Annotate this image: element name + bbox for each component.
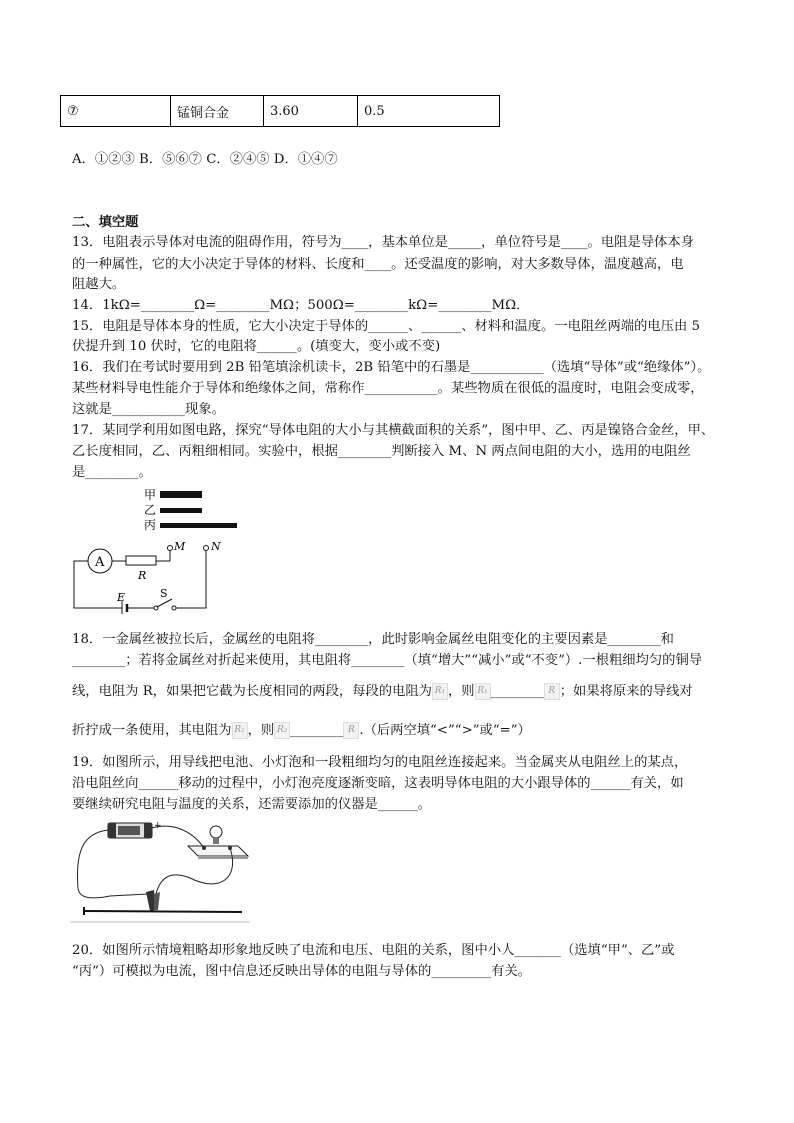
q15-line2: 伏提升到 10 伏时，它的电阻将______。(填变大，变小或不变) <box>72 339 441 354</box>
wire-experiment-figure <box>70 818 250 923</box>
wire-label-yi: 乙 <box>144 503 157 517</box>
q20-line1: 20．如图所示情境粗略却形象地反映了电流和电压、电阻的关系，图中小人_______（选填“甲”、乙”或 <box>72 943 675 958</box>
q16-line3: 这就是___________现象。 <box>72 402 225 417</box>
resistor-icon <box>126 556 156 565</box>
q16-line2: 某些材料导电性能介于导体和绝缘体之间，常称作___________。某些物质在很低的温度时，电阻会变成零， <box>72 381 704 396</box>
q19-line3: 要继续研究电阻与温度的关系，还需要添加的仪器是______。 <box>72 797 432 812</box>
svg-text:+: + <box>154 821 162 831</box>
table-row <box>61 96 500 127</box>
switch-label: S <box>160 587 168 600</box>
q13-line2: 的一种属性，它的大小决定于导体的材料、长度和____。还受温度的影响，对大多数导体，温度越高，电 <box>72 257 684 272</box>
r2-formula-icon: R₂ <box>274 722 290 739</box>
q17-line2: 乙长度相同，乙、丙粗细相同。实验中，根据________判断接入 M、N 两点间电阻的大小，选用的电阻丝 <box>72 444 691 459</box>
battery-holder-icon <box>108 821 162 838</box>
q18-line2: ________；若将金属丝对折起来使用，其电阻将________（填“增大”“减小”或“不变”）.一根粗细均匀的铜导 <box>72 653 703 668</box>
q17-line1: 17．某同学利用如图电路，探究“导体电阻的大小与其横截面积的关系”，图中甲、乙、丙是镍铬合金丝，甲、 <box>72 423 715 438</box>
ammeter-label: A <box>95 555 105 570</box>
q16-line1: 16．我们在考试时要用到 2B 铅笔填涂机读卡，2B 铅笔中的石墨是___________（选填“导体”或“绝缘体”）。 <box>72 360 711 375</box>
q18-line1: 18．一金属丝被拉长后，金属丝的电阻将________，此时影响金属丝电阻变化的主要因素是________和 <box>72 632 674 647</box>
wire-label-bing: 丙 <box>144 518 157 532</box>
circuit-figure <box>60 484 260 614</box>
q19-line1: 19．如图所示，用导线把电池、小灯泡和一段粗细均匀的电阻丝连接起来。当金属夹从电阻丝上的某点， <box>72 755 688 770</box>
r1-formula-icon: R₁ <box>475 683 491 700</box>
section-title: 二、填空题 <box>72 215 139 230</box>
light-bulb-icon <box>188 826 248 859</box>
clip-icon <box>146 890 160 911</box>
terminal-n-icon <box>204 546 209 551</box>
table-cell-area: 0.5 <box>358 96 500 127</box>
q13-line3: 阻越大。 <box>72 277 126 292</box>
q17-line3: 是________。 <box>72 465 152 480</box>
wire-bing <box>160 523 237 528</box>
r-formula-icon: R <box>544 683 560 700</box>
point-m-label: M <box>174 540 186 553</box>
r2-formula-icon: R₂ <box>232 722 248 739</box>
q19-line2: 沿电阻丝向______移动的过程中，小灯泡亮度逐渐变暗，这表明导体电阻的大小跟导体的______有关，如 <box>72 776 684 791</box>
q18-line3: 线，电阻为 R，如果把它截为长度相同的两段，每段的电阻为 R₁ ，则 R₁ ________ R ；如果将原来的导线对 <box>72 684 693 699</box>
q14-line: 14．1kΩ=________Ω=________MΩ；500Ω=________kΩ=________MΩ． <box>72 298 530 313</box>
q15-line1: 15．电阻是导体本身的性质，它大小决定于导体的______、______、材料和温度。一电阻丝两端的电压由 5 <box>72 319 700 334</box>
wire-jia <box>160 491 202 498</box>
q18-line4: 折拧成一条使用，其电阻为 R₂ ，则 R₂ ________ R .（后两空填“<”“>”或“=”） <box>72 723 531 738</box>
table-cell-material: 锰铜合金 <box>171 96 264 127</box>
point-n-label: N <box>211 540 221 553</box>
resistance-wire <box>84 911 242 912</box>
answer-options: A．①②③ B．⑤⑥⑦ C．②④⑤ D．①④⑦ <box>72 152 338 167</box>
wire-yi <box>160 508 202 513</box>
q20-line2: “丙”）可模拟为电流，图中信息还反映出导体的电阻与导体的_________有关。 <box>72 964 532 979</box>
r-formula-icon: R <box>343 722 359 739</box>
r1-formula-icon: R₁ <box>432 683 448 700</box>
wire-label-jia: 甲 <box>144 488 157 502</box>
table-cell-index: ⑦ <box>61 96 171 127</box>
q13-line1: 13．电阻表示导体对电流的阻碍作用，符号为____，基本单位是_____，单位符号是____。电阻是导体本身 <box>72 235 694 250</box>
terminal-m-icon <box>168 546 173 551</box>
battery-label: E <box>117 591 126 604</box>
table-cell-length: 3.60 <box>264 96 358 127</box>
resistor-label: R <box>138 569 147 582</box>
materials-table <box>60 95 500 127</box>
